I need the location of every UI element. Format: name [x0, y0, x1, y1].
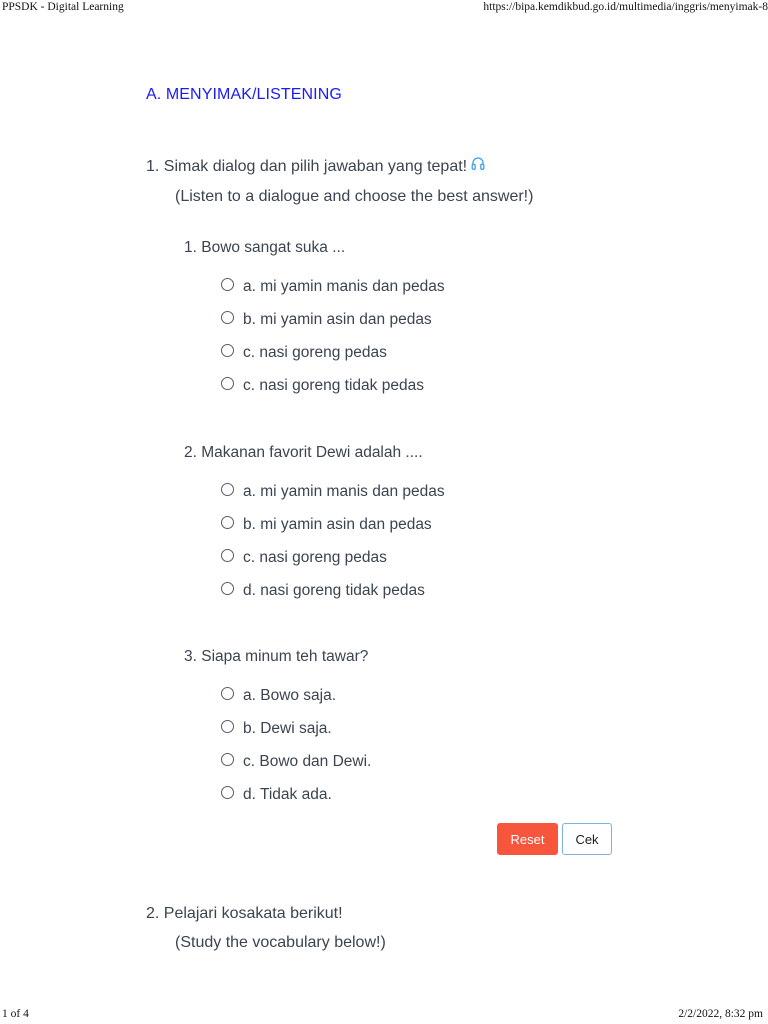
- radio-button[interactable]: [221, 516, 234, 529]
- option-label: c. nasi goreng tidak pedas: [243, 377, 424, 394]
- page-title: PPSDK - Digital Learning: [2, 1, 124, 13]
- option-label: c. nasi goreng pedas: [243, 549, 387, 566]
- reset-button[interactable]: Reset: [497, 823, 558, 855]
- task1-heading-text: 1. Simak dialog dan pilih jawaban yang tepat!: [146, 158, 468, 175]
- radio-button[interactable]: [221, 753, 234, 766]
- option-label: a. Bowo saja.: [243, 687, 337, 704]
- radio-button[interactable]: [221, 377, 234, 390]
- radio-button[interactable]: [221, 344, 234, 357]
- option-1c[interactable]: [221, 342, 387, 364]
- option-label: a. mi yamin manis dan pedas: [243, 483, 445, 500]
- check-button[interactable]: Cek: [562, 823, 612, 855]
- radio-button[interactable]: [221, 786, 234, 799]
- task2-subheading: (Study the vocabulary below!): [175, 934, 386, 951]
- option-label: d. Tidak ada.: [243, 786, 332, 803]
- print-datetime: 2/2/2022, 8:32 pm: [678, 1008, 763, 1020]
- task1-subheading: (Listen to a dialogue and choose the best answer!): [175, 188, 534, 205]
- option-label: c. nasi goreng pedas: [243, 344, 387, 361]
- option-label: a. mi yamin manis dan pedas: [243, 278, 445, 295]
- radio-button[interactable]: [221, 720, 234, 733]
- option-label: c. Bowo dan Dewi.: [243, 753, 372, 770]
- radio-button[interactable]: [221, 687, 234, 700]
- option-1d[interactable]: [221, 375, 424, 397]
- page-number: 1 of 4: [2, 1008, 29, 1020]
- option-1a[interactable]: [221, 276, 445, 298]
- radio-button[interactable]: [221, 549, 234, 562]
- radio-button[interactable]: [221, 311, 234, 324]
- question-2: 2. Makanan favorit Dewi adalah ....: [184, 444, 423, 461]
- task2-heading: 2. Pelajari kosakata berikut!: [146, 905, 343, 922]
- print-footer: [0, 1008, 768, 1024]
- headphone-icon[interactable]: [471, 156, 485, 176]
- option-2d[interactable]: [221, 580, 425, 602]
- radio-button[interactable]: [221, 483, 234, 496]
- option-3c[interactable]: [221, 751, 371, 773]
- option-label: d. nasi goreng tidak pedas: [243, 582, 425, 599]
- option-label: b. mi yamin asin dan pedas: [243, 311, 432, 328]
- option-2b[interactable]: [221, 514, 432, 536]
- radio-button[interactable]: [221, 278, 234, 291]
- print-header: [0, 0, 768, 16]
- task1-heading: [146, 158, 485, 176]
- option-label: b. Dewi saja.: [243, 720, 332, 737]
- option-2a[interactable]: [221, 481, 445, 503]
- option-1b[interactable]: [221, 309, 432, 331]
- page-url: https://bipa.kemdikbud.go.id/multimedia/inggris/menyimak-8: [483, 1, 768, 13]
- radio-button[interactable]: [221, 582, 234, 595]
- option-2c[interactable]: [221, 547, 387, 569]
- option-label: b. mi yamin asin dan pedas: [243, 516, 432, 533]
- section-title: A. MENYIMAK/LISTENING: [146, 86, 342, 103]
- option-3d[interactable]: [221, 784, 332, 806]
- question-3: 3. Siapa minum teh tawar?: [184, 648, 369, 665]
- option-3a[interactable]: [221, 685, 336, 707]
- option-3b[interactable]: [221, 718, 332, 740]
- question-1: 1. Bowo sangat suka ...: [184, 239, 346, 256]
